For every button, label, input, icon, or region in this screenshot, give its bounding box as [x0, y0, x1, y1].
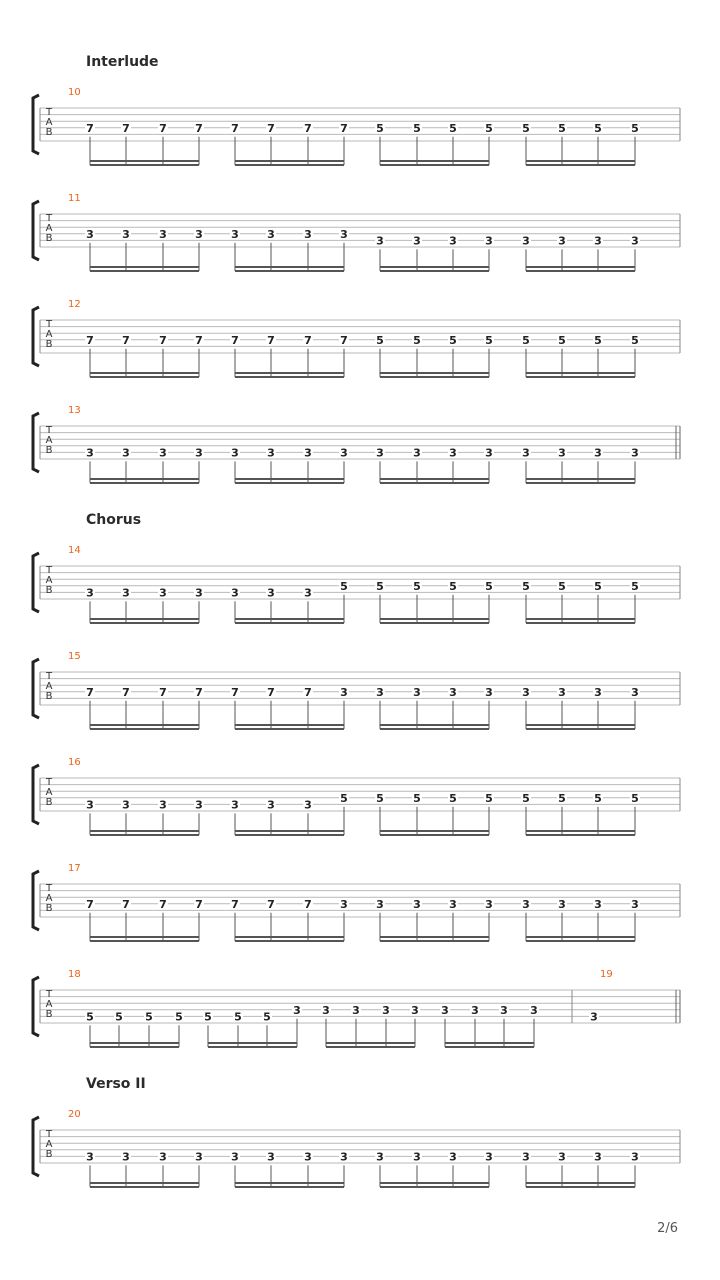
tab-clef-t: T — [45, 319, 53, 330]
fret-number: 5 — [558, 791, 566, 805]
fret-number: 3 — [413, 685, 421, 699]
tab-clef-a: A — [45, 999, 53, 1010]
measure-number: 18 — [68, 969, 81, 980]
fret-number: 5 — [376, 579, 384, 593]
fret-number: 5 — [522, 579, 530, 593]
fret-number: 3 — [195, 227, 203, 241]
fret-number: 3 — [558, 234, 566, 248]
fret-number: 7 — [340, 333, 348, 347]
section-title-chorus: Chorus — [86, 512, 142, 528]
fret-number: 3 — [122, 446, 130, 460]
tab-clef-a: A — [45, 329, 53, 340]
fret-number: 5 — [594, 579, 602, 593]
fret-number: 3 — [413, 1150, 421, 1164]
tab-clef-b: B — [45, 1149, 53, 1160]
fret-number: 3 — [485, 446, 493, 460]
fret-number: 7 — [231, 897, 239, 911]
fret-number: 7 — [304, 333, 312, 347]
fret-number: 3 — [267, 227, 275, 241]
fret-number: 5 — [522, 333, 530, 347]
fret-number: 3 — [159, 798, 167, 812]
fret-number: 5 — [376, 121, 384, 135]
fret-number: 3 — [376, 1150, 384, 1164]
fret-number: 3 — [376, 446, 384, 460]
fret-number: 7 — [304, 121, 312, 135]
tab-clef-b: B — [45, 445, 53, 456]
fret-number: 3 — [267, 1150, 275, 1164]
tab-clef-b: B — [45, 339, 53, 350]
fret-number: 3 — [449, 1150, 457, 1164]
fret-number: 3 — [122, 1150, 130, 1164]
tab-clef-a: A — [45, 575, 53, 586]
measure-number: 15 — [68, 651, 81, 662]
fret-number: 5 — [522, 121, 530, 135]
system-bracket — [33, 977, 39, 1036]
fret-number: 5 — [631, 579, 639, 593]
fret-number: 3 — [195, 586, 203, 600]
fret-number: 5 — [115, 1010, 123, 1024]
system-bracket — [33, 1117, 39, 1176]
fret-number: 3 — [267, 446, 275, 460]
measure-number: 12 — [68, 299, 81, 310]
fret-number: 7 — [304, 897, 312, 911]
fret-number: 5 — [485, 333, 493, 347]
fret-number: 7 — [304, 685, 312, 699]
fret-number: 7 — [122, 897, 130, 911]
measure-number: 10 — [68, 87, 81, 98]
fret-number: 7 — [86, 333, 94, 347]
fret-number: 3 — [159, 586, 167, 600]
page-number: 2/6 — [657, 1221, 678, 1236]
fret-number: 7 — [267, 121, 275, 135]
fret-number: 7 — [195, 897, 203, 911]
tab-clef-b: B — [45, 127, 53, 138]
fret-number: 5 — [558, 121, 566, 135]
fret-number: 3 — [449, 897, 457, 911]
fret-number: 3 — [340, 1150, 348, 1164]
fret-number: 3 — [594, 234, 602, 248]
section-title-verso-ii: Verso II — [86, 1076, 146, 1092]
fret-number: 5 — [594, 333, 602, 347]
fret-number: 3 — [86, 227, 94, 241]
tab-clef-b: B — [45, 691, 53, 702]
fret-number: 3 — [382, 1003, 390, 1017]
fret-number: 3 — [449, 446, 457, 460]
fret-number: 3 — [304, 586, 312, 600]
fret-number: 3 — [449, 234, 457, 248]
fret-number: 3 — [340, 227, 348, 241]
fret-number: 5 — [413, 333, 421, 347]
fret-number: 3 — [267, 798, 275, 812]
system-bracket — [33, 659, 39, 718]
fret-number: 3 — [522, 685, 530, 699]
tab-clef-t: T — [45, 107, 53, 118]
tab-clef-t: T — [45, 425, 53, 436]
tab-clef-t: T — [45, 213, 53, 224]
fret-number: 5 — [631, 121, 639, 135]
fret-number: 7 — [231, 685, 239, 699]
fret-number: 3 — [558, 446, 566, 460]
fret-number: 3 — [522, 234, 530, 248]
measure-number: 14 — [68, 545, 81, 556]
fret-number: 3 — [231, 586, 239, 600]
fret-number: 7 — [267, 897, 275, 911]
fret-number: 7 — [195, 685, 203, 699]
fret-number: 3 — [86, 1150, 94, 1164]
fret-number: 3 — [86, 798, 94, 812]
tab-clef-a: A — [45, 1139, 53, 1150]
fret-number: 3 — [500, 1003, 508, 1017]
fret-number: 7 — [267, 333, 275, 347]
measure-number: 11 — [68, 193, 81, 204]
fret-number: 7 — [159, 333, 167, 347]
fret-number: 3 — [530, 1003, 538, 1017]
fret-number: 7 — [340, 121, 348, 135]
fret-number: 7 — [159, 121, 167, 135]
tab-clef-b: B — [45, 903, 53, 914]
fret-number: 3 — [413, 234, 421, 248]
fret-number: 3 — [340, 446, 348, 460]
fret-number: 3 — [195, 446, 203, 460]
tab-clef-t: T — [45, 777, 53, 788]
section-title-interlude: Interlude — [86, 54, 159, 70]
fret-number: 3 — [413, 897, 421, 911]
fret-number: 3 — [594, 1150, 602, 1164]
fret-number: 3 — [159, 1150, 167, 1164]
tab-clef-a: A — [45, 117, 53, 128]
fret-number: 5 — [413, 579, 421, 593]
fret-number: 7 — [231, 333, 239, 347]
fret-number: 3 — [594, 446, 602, 460]
fret-number: 3 — [159, 227, 167, 241]
fret-number: 5 — [631, 333, 639, 347]
fret-number: 5 — [376, 333, 384, 347]
fret-number: 3 — [558, 1150, 566, 1164]
fret-number: 5 — [175, 1010, 183, 1024]
fret-number: 3 — [594, 685, 602, 699]
fret-number: 3 — [267, 586, 275, 600]
fret-number: 3 — [558, 897, 566, 911]
measure-number: 13 — [68, 405, 81, 416]
fret-number: 3 — [376, 897, 384, 911]
tab-clef-b: B — [45, 585, 53, 596]
fret-number: 3 — [122, 798, 130, 812]
fret-number: 3 — [411, 1003, 419, 1017]
fret-number: 3 — [485, 897, 493, 911]
fret-number: 7 — [86, 121, 94, 135]
fret-number: 7 — [195, 333, 203, 347]
system-bracket — [33, 413, 39, 472]
fret-number: 3 — [471, 1003, 479, 1017]
tab-clef-a: A — [45, 223, 53, 234]
fret-number: 3 — [485, 685, 493, 699]
system-bracket — [33, 95, 39, 154]
fret-number: 5 — [558, 579, 566, 593]
fret-number: 7 — [267, 685, 275, 699]
fret-number: 5 — [234, 1010, 242, 1024]
tab-clef-t: T — [45, 989, 53, 1000]
fret-number: 5 — [485, 791, 493, 805]
fret-number: 5 — [558, 333, 566, 347]
fret-number: 3 — [485, 234, 493, 248]
fret-number: 3 — [159, 446, 167, 460]
fret-number: 3 — [485, 1150, 493, 1164]
fret-number: 3 — [352, 1003, 360, 1017]
fret-number: 3 — [449, 685, 457, 699]
system-bracket — [33, 553, 39, 612]
fret-number: 5 — [449, 121, 457, 135]
fret-number: 3 — [522, 446, 530, 460]
fret-number: 5 — [145, 1010, 153, 1024]
fret-number: 3 — [231, 446, 239, 460]
fret-number: 5 — [449, 791, 457, 805]
fret-number: 3 — [590, 1010, 598, 1024]
fret-number: 3 — [631, 897, 639, 911]
tab-clef-a: A — [45, 681, 53, 692]
fret-number: 3 — [86, 446, 94, 460]
fret-number: 3 — [376, 234, 384, 248]
fret-number: 7 — [122, 685, 130, 699]
fret-number: 5 — [86, 1010, 94, 1024]
fret-number: 3 — [631, 685, 639, 699]
measure-number: 16 — [68, 757, 81, 768]
fret-number: 3 — [522, 1150, 530, 1164]
fret-number: 3 — [231, 1150, 239, 1164]
fret-number: 3 — [122, 586, 130, 600]
fret-number: 7 — [86, 685, 94, 699]
fret-number: 7 — [159, 897, 167, 911]
fret-number: 3 — [340, 897, 348, 911]
fret-number: 3 — [195, 1150, 203, 1164]
fret-number: 5 — [263, 1010, 271, 1024]
measure-number: 19 — [600, 969, 613, 980]
fret-number: 5 — [204, 1010, 212, 1024]
system-bracket — [33, 201, 39, 260]
fret-number: 5 — [413, 121, 421, 135]
tab-clef-a: A — [45, 435, 53, 446]
fret-number: 7 — [231, 121, 239, 135]
fret-number: 5 — [449, 333, 457, 347]
fret-number: 5 — [594, 791, 602, 805]
fret-number: 5 — [485, 579, 493, 593]
tab-clef-t: T — [45, 671, 53, 682]
tab-clef-a: A — [45, 893, 53, 904]
tab-clef-a: A — [45, 787, 53, 798]
fret-number: 7 — [86, 897, 94, 911]
tab-clef-t: T — [45, 565, 53, 576]
tab-clef-b: B — [45, 797, 53, 808]
tab-clef-b: B — [45, 1009, 53, 1020]
fret-number: 3 — [231, 798, 239, 812]
fret-number: 5 — [340, 791, 348, 805]
fret-number: 7 — [195, 121, 203, 135]
tab-clef-t: T — [45, 1129, 53, 1140]
measure-number: 20 — [68, 1109, 81, 1120]
fret-number: 3 — [522, 897, 530, 911]
fret-number: 3 — [594, 897, 602, 911]
fret-number: 3 — [631, 234, 639, 248]
system-bracket — [33, 765, 39, 824]
fret-number: 3 — [340, 685, 348, 699]
system-bracket — [33, 307, 39, 366]
tab-clef-t: T — [45, 883, 53, 894]
fret-number: 3 — [413, 446, 421, 460]
fret-number: 3 — [441, 1003, 449, 1017]
fret-number: 5 — [522, 791, 530, 805]
fret-number: 7 — [159, 685, 167, 699]
fret-number: 3 — [631, 446, 639, 460]
fret-number: 3 — [304, 798, 312, 812]
fret-number: 3 — [86, 586, 94, 600]
fret-number: 5 — [631, 791, 639, 805]
fret-number: 5 — [340, 579, 348, 593]
fret-number: 3 — [304, 227, 312, 241]
fret-number: 5 — [413, 791, 421, 805]
fret-number: 3 — [558, 685, 566, 699]
fret-number: 3 — [322, 1003, 330, 1017]
fret-number: 3 — [304, 446, 312, 460]
measure-number: 17 — [68, 863, 81, 874]
fret-number: 5 — [376, 791, 384, 805]
fret-number: 3 — [195, 798, 203, 812]
fret-number: 3 — [293, 1003, 301, 1017]
fret-number: 3 — [122, 227, 130, 241]
fret-number: 7 — [122, 121, 130, 135]
fret-number: 3 — [376, 685, 384, 699]
tab-clef-b: B — [45, 233, 53, 244]
system-bracket — [33, 871, 39, 930]
fret-number: 3 — [304, 1150, 312, 1164]
fret-number: 3 — [231, 227, 239, 241]
fret-number: 5 — [449, 579, 457, 593]
fret-number: 3 — [631, 1150, 639, 1164]
fret-number: 7 — [122, 333, 130, 347]
fret-number: 5 — [594, 121, 602, 135]
fret-number: 5 — [485, 121, 493, 135]
